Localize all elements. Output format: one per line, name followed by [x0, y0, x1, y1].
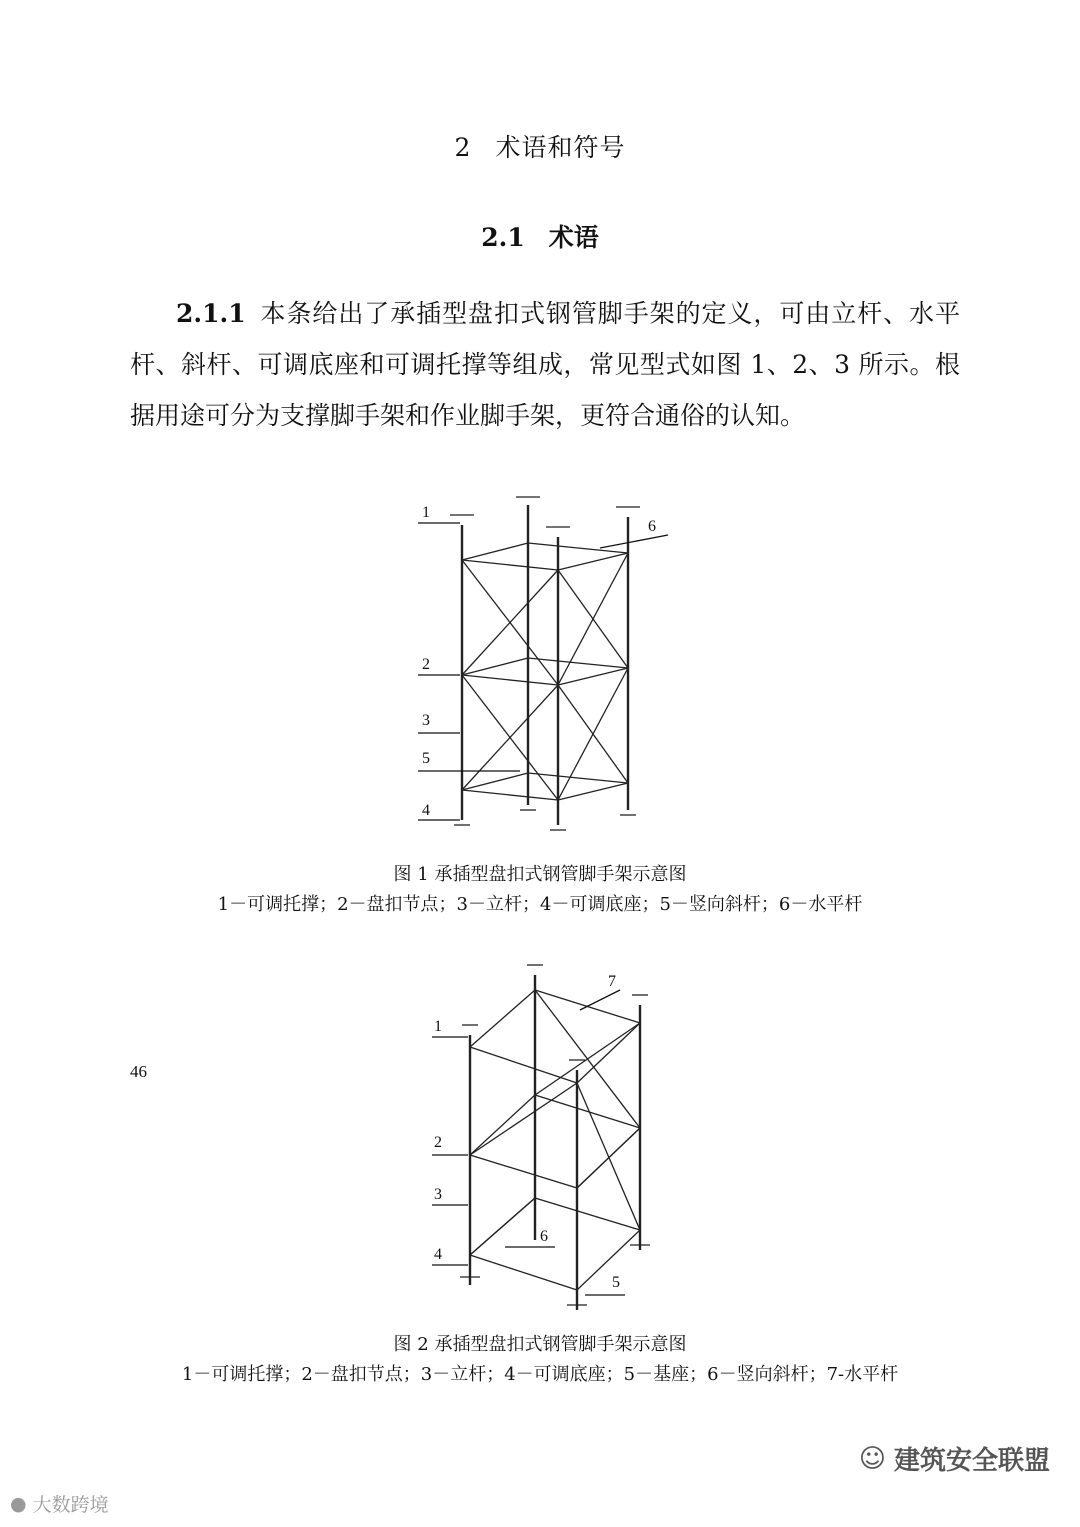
clause-number: 2.1.1 [176, 299, 246, 328]
svg-text:4: 4 [434, 1246, 442, 1263]
clause-text: 本条给出了承插型盘扣式钢管脚手架的定义，可由立杆、水平杆、斜杆、可调底座和可调托撑等组成，常见型式如图 1、2、3 所示。根据用途可分为支撑脚手架和作业脚手架，更符合通俗的认知。 [130, 299, 960, 430]
section-title: 术语 [548, 223, 599, 252]
figure-1-drawing [410, 485, 680, 845]
chapter-number: 2 [454, 133, 472, 162]
page-number: 46 [130, 1062, 147, 1081]
svg-text:6: 6 [540, 1228, 548, 1245]
wechat-icon: ☺ [858, 1443, 886, 1474]
watermark-left [10, 1490, 109, 1517]
svg-text:6: 6 [648, 518, 656, 535]
figure-1-caption: 图 1 承插型盘扣式钢管脚手架示意图 [393, 864, 687, 885]
svg-text:4: 4 [422, 802, 430, 819]
chapter-heading [0, 128, 1080, 164]
svg-text:3: 3 [422, 712, 430, 729]
svg-text:2: 2 [422, 656, 430, 673]
figure-1-legend: 1－可调托撑；2－盘扣节点；3－立杆；4－可调底座；5－竖向斜杆；6－水平杆 [217, 894, 863, 915]
section-number: 2.1 [481, 223, 525, 252]
watermark-left-text: 大数跨境 [32, 1494, 109, 1516]
svg-text:5: 5 [422, 750, 430, 767]
section-heading [0, 218, 1080, 254]
svg-text:5: 5 [612, 1274, 620, 1291]
chapter-title: 术语和符号 [495, 133, 626, 162]
figure-2-caption: 图 2 承插型盘扣式钢管脚手架示意图 [393, 1334, 687, 1355]
svg-text:1: 1 [422, 504, 430, 521]
clause-paragraph [130, 288, 960, 441]
svg-text:2: 2 [434, 1134, 442, 1151]
brand-logo-icon: ● [10, 1492, 27, 1515]
figure-2-drawing [420, 955, 670, 1325]
watermark-right [859, 1440, 1050, 1477]
svg-text:3: 3 [434, 1186, 442, 1203]
figure-2-legend: 1－可调托撑；2－盘扣节点；3－立杆；4－可调底座；5－基座；6－竖向斜杆；7-水平杆 [181, 1364, 899, 1385]
svg-text:7: 7 [608, 973, 616, 990]
svg-text:1: 1 [434, 1018, 442, 1035]
watermark-right-text: 建筑安全联盟 [893, 1446, 1050, 1476]
